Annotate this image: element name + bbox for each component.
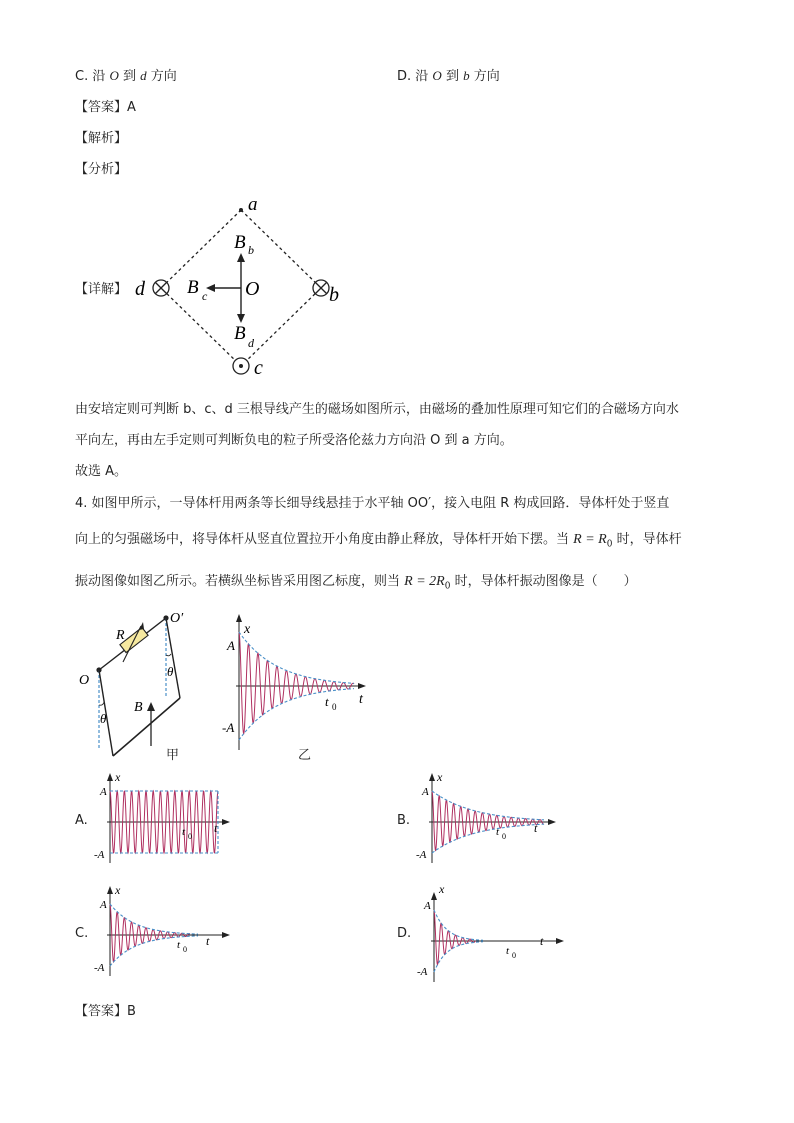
arrow-up-icon [237,253,245,262]
t-axis-arrow-icon [222,819,230,825]
label-O-prime: O′ [170,611,184,626]
option-text: 到 [441,69,464,84]
field-arrow-icon [147,702,155,711]
label-negA: -A [94,849,105,861]
label-t0: t [182,826,186,838]
option-C-graph[interactable] [90,883,225,978]
label-theta-1: θ [100,711,107,726]
label-a: a [248,194,258,215]
label-A: A [424,900,431,912]
option-var: b [463,68,470,83]
axis-label-t: t [206,934,210,948]
answer-value: A [127,100,136,115]
label-R: R [116,628,125,643]
answer-tag: 【答案】 [75,100,128,115]
label-Bc-sub: c [202,289,208,303]
stem-equation: R = R [573,532,607,547]
label-t0-sub: 0 [183,945,187,954]
label-b: b [329,284,339,306]
q3-explanation-2: 平向左，再由左手定则可判断负电的粒子所受洛伦兹力方向沿 O 到 a 方向。 [75,433,513,448]
label-negA: -A [417,966,428,978]
x-axis-arrow-icon [431,892,437,900]
q3-detail-tag: 【详解】 [75,282,128,297]
wire-right [166,618,180,698]
label-A: A [100,786,107,798]
oscillation-curve [432,791,544,850]
q4-stem-2 [75,530,682,555]
option-var: O [109,68,119,83]
q3-field-diagram [130,192,340,382]
arrow-left-icon [206,284,215,292]
q4-stem-3 [75,572,637,597]
label-t0: t [325,694,329,709]
option-B-label[interactable]: B. [397,813,411,828]
label-Bb-sub: b [248,243,254,257]
label-O: O [245,278,260,300]
q3-answer [75,98,136,118]
x-axis-arrow-icon [107,886,113,894]
label-c: c [254,357,263,379]
option-c-prev [75,66,177,87]
oscillation-plot [107,773,230,863]
label-A: A [422,786,429,798]
axis-label-x: x [244,622,251,637]
stem-text: 时，导体杆 [612,532,682,547]
envelope-lower [239,689,354,740]
wire-a-dot [239,208,243,212]
label-negA: -A [416,849,427,861]
x-axis-arrow-icon [107,773,113,781]
axis-label-x: x [115,770,121,784]
label-B: B [134,700,143,715]
option-text: 到 [118,69,141,84]
label-t0-sub: 0 [512,951,516,960]
label-Bd: B [234,323,246,344]
option-text: 方向 [469,69,500,84]
stem-sub: 0 [606,539,613,550]
oscillation-plot [431,892,564,982]
axis-label-t: t [359,692,363,707]
option-C-label[interactable]: C. [75,926,89,941]
x-axis-arrow-icon [429,773,435,781]
axis-label-x: x [115,883,121,897]
option-D-label[interactable]: D. [397,926,412,941]
stem-text: 振动图像如图乙所示。若横纵坐标皆采用图乙标度，则当 [75,574,405,589]
oscillation-curve [239,632,354,734]
label-t0: t [496,826,500,838]
stem-equation: R = 2R [404,574,445,589]
axis-label-t: t [214,821,218,835]
label-t0-sub: 0 [502,832,506,841]
option-var: O [432,68,442,83]
oscillation-plot [107,886,230,976]
q4-figure-jia [75,610,205,760]
stem-sub: 0 [444,581,451,592]
option-d-prev [397,66,500,87]
label-theta-2: θ [167,664,174,679]
q3-analysis-tag: 【解析】 [75,131,128,146]
label-Bd-sub: d [248,336,254,350]
stem-text: 时，导体杆振动图像是（ ） [450,574,637,589]
label-t0-sub: 0 [332,702,337,712]
label-t0: t [177,939,181,951]
q3-conclusion: 故选 A。 [75,464,128,479]
label-t0: t [506,945,510,957]
axis-label-t: t [540,934,544,948]
q3-analysis2-tag: 【分析】 [75,162,128,177]
answer-value: B [127,1004,136,1019]
axis-label-x: x [439,882,445,896]
label-A: A [100,899,107,911]
q3-explanation-1: 由安培定则可判断 b、c、d 三根导线产生的磁场如图所示，由磁场的叠加性原理可知它们的合磁场方向水 [75,402,679,417]
stem-text: 向上的匀强磁场中，将导体杆从竖直位置拉开小角度由静止释放，导体杆开始下摆。当 [75,532,574,547]
t-axis-arrow-icon [548,819,556,825]
label-A: A [227,638,235,653]
option-text: C. 沿 [75,69,110,84]
q4-answer [75,1002,136,1022]
axis-label-t: t [534,821,538,835]
q4-stem-1: 4. 如图甲所示，一导体杆用两条等长细导线悬挂于水平轴 OO′，接入电阻 R 构成回路．导体杆处于竖直 [75,496,670,511]
arrow-down-icon [237,314,245,323]
option-text: D. 沿 [397,69,433,84]
t-axis-arrow-icon [358,683,366,689]
oscillation-plot [236,614,366,750]
label-d: d [135,278,145,300]
oscillation-plot [429,773,556,863]
option-A-graph[interactable] [90,770,225,865]
answer-tag: 【答案】 [75,1004,128,1019]
x-axis-arrow-icon [236,614,242,622]
option-A-label[interactable]: A. [75,813,88,828]
t-axis-arrow-icon [556,938,564,944]
label-O: O [79,673,90,688]
label-t0-sub: 0 [188,832,192,841]
option-text: 方向 [146,69,177,84]
option-B-graph[interactable] [412,770,547,865]
label-negA: -A [222,720,235,735]
q4-figure-yi [222,620,372,750]
label-Bb: B [234,232,246,253]
option-D-graph[interactable] [412,883,562,978]
oscillation-curve [434,910,476,965]
t-axis-arrow-icon [222,932,230,938]
caption-jia: 甲 [166,748,180,763]
axis-label-x: x [437,770,443,784]
option-var: d [140,68,147,83]
label-negA: -A [94,962,105,974]
envelope-lower [434,942,483,972]
label-Bc: B [187,277,199,298]
envelope-upper [432,791,544,820]
caption-yi: 乙 [298,748,312,763]
